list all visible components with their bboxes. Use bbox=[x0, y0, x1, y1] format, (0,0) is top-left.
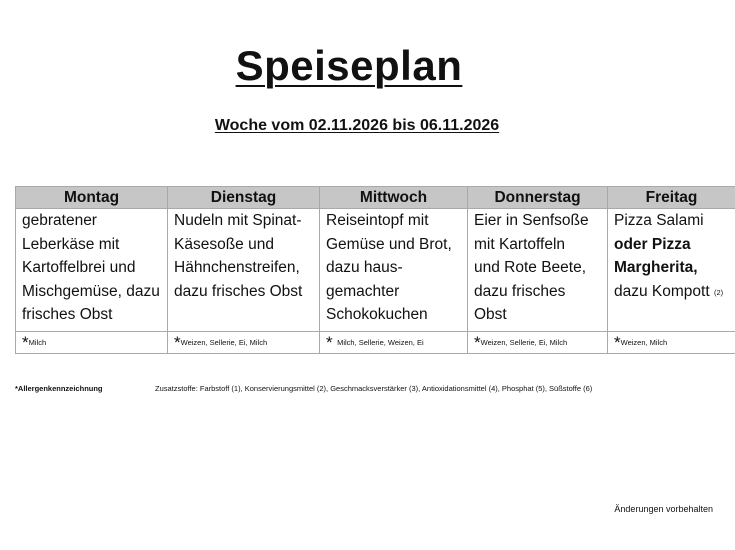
meal-line: Pizza Salami bbox=[614, 212, 704, 229]
meal-tuesday bbox=[168, 209, 320, 332]
menu-table bbox=[15, 186, 735, 354]
meal-row bbox=[16, 209, 735, 332]
allergen-list: Weizen, Sellerie, Ei, Milch bbox=[180, 338, 268, 347]
page-title: Speiseplan bbox=[235, 42, 463, 89]
allergen-legend: *Allergenkennzeichnung bbox=[15, 384, 103, 393]
allergen-list: Milch bbox=[28, 338, 47, 347]
allergens-friday bbox=[608, 332, 735, 354]
meal-line: Kartoffelbrei und bbox=[22, 259, 136, 276]
meal-thursday bbox=[468, 209, 608, 332]
day-header-tuesday: Dienstag bbox=[168, 187, 320, 209]
meal-wednesday bbox=[320, 209, 468, 332]
meal-line: und Rote Beete, bbox=[474, 259, 587, 276]
allergens-wednesday bbox=[320, 332, 468, 354]
allergen-list: Milch, Sellerie, Weizen, Ei bbox=[337, 338, 424, 347]
meal-line-alternative: Margherita, bbox=[614, 259, 698, 276]
meal-friday bbox=[608, 209, 735, 332]
allergen-star: * bbox=[474, 333, 481, 352]
allergens-tuesday bbox=[168, 332, 320, 354]
additives-legend: Zusatzstoffe: Farbstoff (1), Konservierungsmittel (2), Geschmacksverstärker (3), Antioxidationsmittel (4), Phosphat (5), Süßstoffe (6) bbox=[155, 384, 593, 393]
allergen-list: Weizen, Sellerie, Ei, Milch bbox=[480, 338, 568, 347]
additive-note: (2) bbox=[713, 287, 724, 297]
meal-line: gemachter bbox=[326, 282, 400, 300]
meal-line: frisches Obst bbox=[22, 306, 113, 323]
meal-line: Reiseintopf mit bbox=[326, 212, 429, 229]
allergen-row bbox=[16, 332, 735, 354]
allergens-thursday bbox=[468, 332, 608, 354]
meal-line: Hähnchenstreifen, bbox=[174, 259, 300, 276]
week-range: Woche vom 02.11.2026 bis 06.11.2026 bbox=[214, 117, 500, 134]
meal-line: Käsesoße und bbox=[174, 235, 274, 253]
meal-line: Obst bbox=[474, 306, 507, 323]
allergens-monday bbox=[16, 332, 168, 354]
meal-line: Leberkäse mit bbox=[22, 235, 120, 253]
allergen-list: Weizen, Milch bbox=[620, 338, 668, 347]
meal-line: Schokokuchen bbox=[326, 306, 428, 323]
day-header-row bbox=[16, 187, 735, 209]
meal-line-alternative: oder Pizza bbox=[614, 235, 691, 253]
allergen-star: * bbox=[326, 333, 333, 352]
meal-line: mit Kartoffeln bbox=[474, 235, 566, 253]
day-header-friday: Freitag bbox=[608, 187, 735, 209]
meal-line: Eier in Senfsoße bbox=[474, 212, 589, 229]
meal-line: dazu frisches bbox=[474, 282, 566, 300]
day-header-monday: Montag bbox=[16, 187, 168, 209]
meal-line: Mischgemüse, dazu bbox=[22, 282, 160, 300]
changes-notice: Änderungen vorbehalten bbox=[614, 504, 713, 514]
allergen-star: * bbox=[22, 333, 29, 352]
meal-line: gebratener bbox=[22, 212, 97, 229]
allergen-star: * bbox=[174, 333, 181, 352]
allergen-star: * bbox=[614, 333, 621, 352]
meal-line: Nudeln mit Spinat- bbox=[174, 212, 302, 229]
meal-line-text: dazu Kompott bbox=[614, 282, 710, 300]
meal-line bbox=[614, 280, 731, 305]
meal-line: Gemüse und Brot, bbox=[326, 235, 452, 253]
day-header-wednesday: Mittwoch bbox=[320, 187, 468, 209]
meal-line: dazu haus- bbox=[326, 259, 403, 276]
day-header-thursday: Donnerstag bbox=[468, 187, 608, 209]
meal-monday bbox=[16, 209, 168, 332]
meal-line: dazu frisches Obst bbox=[174, 282, 303, 300]
